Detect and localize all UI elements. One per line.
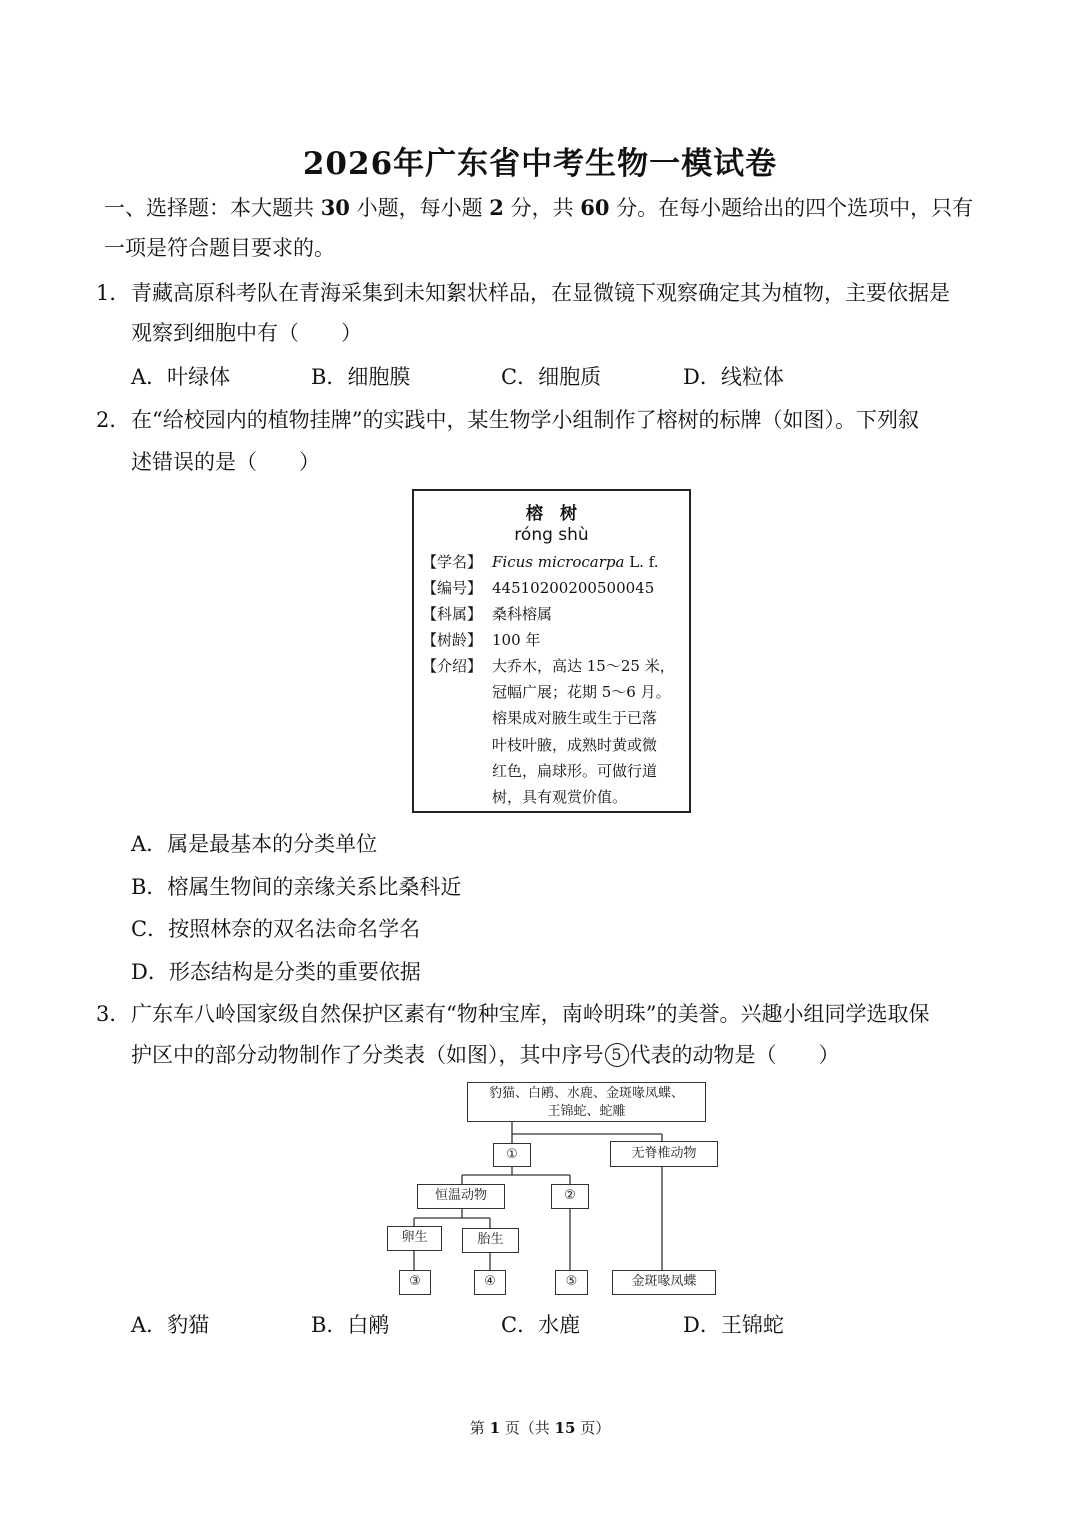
question-1-number: 1． xyxy=(96,281,131,305)
diagram-node-1: ① xyxy=(493,1143,531,1167)
sign-intro-line: 冠幅广展；花期 5～6 月。 xyxy=(492,683,671,702)
section-text: 小题，每小题 xyxy=(349,196,490,220)
diagram-node-warm-blooded: 恒温动物 xyxy=(417,1184,505,1209)
question-1-option-d[interactable]: D．线粒体 xyxy=(683,365,784,389)
sign-intro-text xyxy=(492,653,687,810)
question-2-option-d[interactable]: D．形态结构是分类的重要依据 xyxy=(131,960,421,984)
stem-text: 代表的动物是（ ） xyxy=(629,1043,840,1067)
total-points: 60 xyxy=(580,195,610,220)
sign-intro-label: 【介绍】 xyxy=(422,657,483,675)
diagram-node-oviparous: 卵生 xyxy=(387,1226,442,1251)
section-instructions-line2: 一项是符合题目要求的。 xyxy=(104,236,335,260)
diagram-node-4: ④ xyxy=(474,1270,506,1295)
diagram-node-viviparous: 胎生 xyxy=(462,1228,519,1253)
sign-row-family-genus xyxy=(422,601,553,627)
question-2-stem-line2: 述错误的是（ ） xyxy=(131,450,320,474)
diagram-node-butterfly: 金斑喙凤蝶 xyxy=(612,1270,716,1295)
sign-value xyxy=(492,549,658,575)
section-text: 分。在每小题给出的四个选项中，只有 xyxy=(609,196,974,220)
question-1-option-c[interactable]: C．细胞质 xyxy=(501,365,602,389)
circled-number-5 xyxy=(605,1043,629,1067)
sign-intro-line: 大乔木，高达 15～25 米， xyxy=(492,657,675,675)
question-1-option-b[interactable]: B．细胞膜 xyxy=(311,365,411,389)
sign-label: 【编号】 xyxy=(422,579,483,597)
diagram-node-2: ② xyxy=(551,1184,589,1209)
question-2-option-b[interactable]: B．榕属生物间的亲缘关系比桑科近 xyxy=(131,875,462,899)
root-line: 王锦蛇、蛇雕 xyxy=(547,1104,626,1119)
section-text: 分，共 xyxy=(503,196,581,220)
question-2-number: 2． xyxy=(96,408,131,432)
points-each: 2 xyxy=(489,195,504,220)
sign-row-number xyxy=(422,575,655,601)
total-page-count: 15 xyxy=(554,1419,576,1437)
sign-pinyin: róng shù xyxy=(514,525,589,545)
sign-row-tree-age xyxy=(422,627,541,653)
page-footer xyxy=(0,1417,1080,1438)
footer-text: 第 xyxy=(469,1419,490,1437)
root-line: 豹猫、白鹇、水鹿、金斑喙凤蝶、 xyxy=(488,1086,684,1101)
sign-name: 榕 树 xyxy=(526,504,577,524)
sign-intro-line: 树，具有观赏价值。 xyxy=(492,788,628,807)
exam-title: 2026年广东省中考生物一模试卷 xyxy=(302,146,778,182)
question-3-stem-line1: 广东车八岭国家级自然保护区素有“物种宝库，南岭明珠”的美誉。兴趣小组同学选取保 xyxy=(131,1002,930,1026)
diagram-node-3: ③ xyxy=(399,1270,431,1295)
sign-intro-line: 红色，扁球形。可做行道 xyxy=(492,761,658,780)
question-1-stem-line2: 观察到细胞中有（ ） xyxy=(131,321,362,345)
sign-value-italic: Ficus microcarpa xyxy=(492,553,625,571)
sign-value-plain: L. f. xyxy=(624,553,659,571)
sign-value: 桑科榕属 xyxy=(492,605,553,623)
diagram-root-animals xyxy=(467,1082,706,1122)
sign-intro-line: 叶枝叶腋，成熟时黄或微 xyxy=(492,735,658,754)
diagram-node-invertebrate: 无脊椎动物 xyxy=(610,1141,718,1167)
sign-intro-line: 榕果成对腋生或生于已落 xyxy=(492,709,658,728)
question-count: 30 xyxy=(320,195,350,220)
sign-label: 【学名】 xyxy=(422,553,483,571)
section-instructions-line1 xyxy=(104,193,973,223)
question-3-option-a[interactable]: A．豹猫 xyxy=(131,1313,210,1337)
question-3-stem-line2 xyxy=(131,1040,840,1070)
question-3-number: 3． xyxy=(96,1002,131,1026)
animal-classification-diagram xyxy=(384,1078,724,1300)
question-3-option-d[interactable]: D．王锦蛇 xyxy=(683,1313,784,1337)
footer-text: 页（共 xyxy=(500,1419,555,1437)
sign-value: 100 年 xyxy=(492,631,541,649)
footer-text: 页） xyxy=(575,1419,611,1437)
question-2-option-c[interactable]: C．按照林奈的双名法命名学名 xyxy=(131,917,421,941)
question-2-option-a[interactable]: A．属是最基本的分类单位 xyxy=(131,832,378,856)
sign-row-scientific-name xyxy=(422,549,659,575)
question-3-option-c[interactable]: C．水鹿 xyxy=(501,1313,581,1337)
circled-number-value: 5 xyxy=(611,1045,622,1064)
sign-label: 【科属】 xyxy=(422,605,483,623)
question-2-stem-line1: 在“给校园内的植物挂牌”的实践中，某生物学小组制作了榕树的标牌（如图）。下列叙 xyxy=(131,408,919,432)
question-1-option-a[interactable]: A．叶绿体 xyxy=(131,365,231,389)
diagram-node-5: ⑤ xyxy=(555,1270,588,1295)
question-1-stem-line1: 青藏高原科考队在青海采集到未知絮状样品，在显微镜下观察确定其为植物，主要依据是 xyxy=(131,281,950,305)
section-text: 一、选择题：本大题共 xyxy=(104,196,321,220)
stem-text: 护区中的部分动物制作了分类表（如图），其中序号 xyxy=(131,1043,604,1067)
banyan-tree-sign xyxy=(412,489,691,813)
current-page-number: 1 xyxy=(489,1419,500,1437)
sign-value: 44510200200500045 xyxy=(492,579,655,597)
sign-label: 【树龄】 xyxy=(422,631,483,649)
question-3-option-b[interactable]: B．白鹇 xyxy=(311,1313,390,1337)
